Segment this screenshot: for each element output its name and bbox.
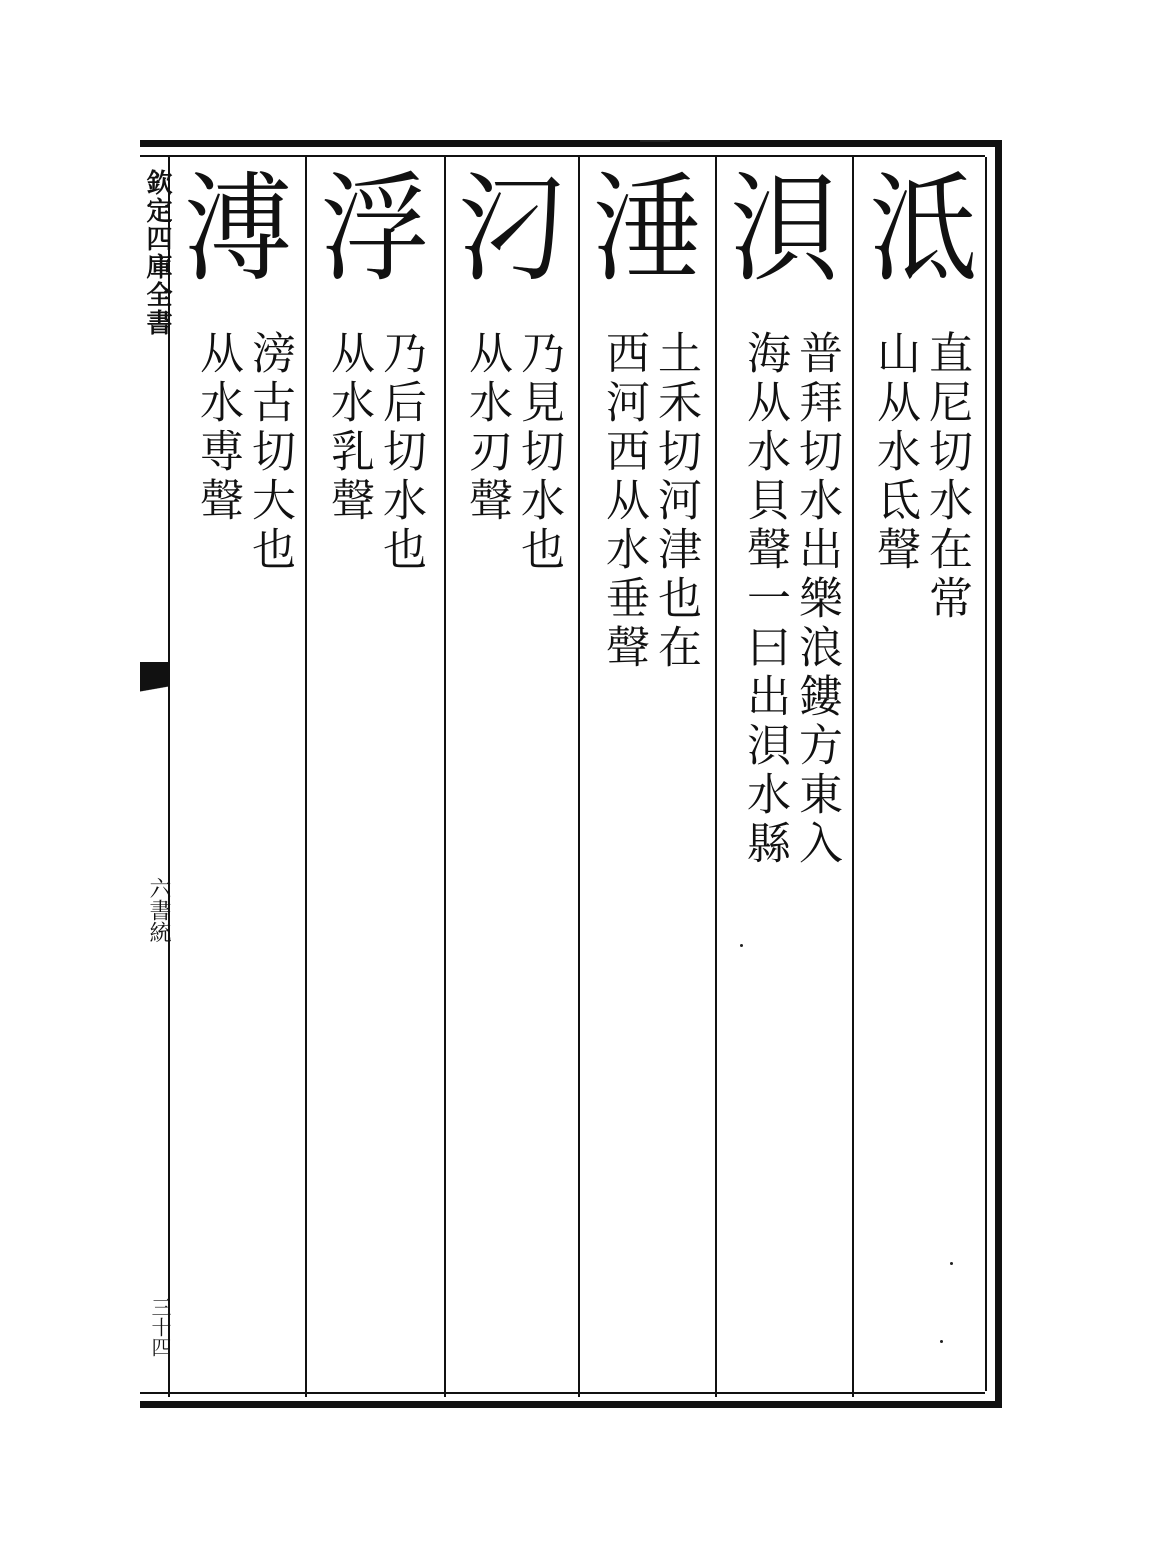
seal-script-headword: 涶 — [593, 160, 702, 298]
scan-speck — [950, 1262, 953, 1265]
entry-gloss — [738, 330, 842, 869]
entry-gloss — [868, 330, 972, 624]
margin-rule — [168, 157, 170, 1397]
gloss-column: 滂古切大也 — [244, 330, 295, 575]
gloss-column: 山从水氐聲 — [869, 330, 920, 575]
gloss-column: 乃后切水也 — [375, 330, 426, 575]
dictionary-entry — [307, 160, 444, 1390]
gloss-column: 从水刃聲 — [461, 330, 512, 526]
dictionary-entry — [580, 160, 715, 1390]
gloss-column: 从水乳聲 — [323, 330, 374, 526]
gloss-column: 乃見切水也 — [513, 330, 564, 575]
dictionary-entry — [172, 160, 305, 1390]
scan-speck — [740, 944, 743, 947]
seal-script-headword: 浿 — [730, 160, 839, 298]
page-number: 三十四 — [148, 1297, 172, 1357]
entry-gloss — [597, 330, 701, 673]
gloss-column: 西河西从水垂聲 — [598, 330, 649, 673]
entry-gloss — [191, 330, 295, 575]
scan-speck — [940, 1340, 943, 1343]
seal-script-headword: 溥 — [184, 160, 293, 298]
entry-gloss — [460, 330, 564, 575]
gloss-column: 直尼切水在常 — [921, 330, 972, 624]
scan-speck — [640, 140, 670, 142]
gloss-column: 土禾切河津也在 — [650, 330, 701, 673]
fishtail-mark — [140, 662, 168, 722]
seal-script-headword: 浮 — [321, 160, 430, 298]
dictionary-entry — [717, 160, 852, 1390]
seal-script-headword: 泜 — [868, 160, 978, 298]
frame-inner-top-rule — [140, 155, 985, 157]
gloss-column: 普拜切水出樂浪鏤方東入 — [791, 330, 842, 869]
dictionary-entry — [854, 160, 992, 1390]
book-title: 欽定四庫全書 — [142, 169, 172, 337]
gloss-column: 从水尃聲 — [192, 330, 243, 526]
frame-inner-bottom-rule — [140, 1392, 985, 1394]
entry-gloss — [322, 330, 426, 575]
margin-strip — [140, 157, 170, 1397]
seal-script-headword: 汈 — [457, 160, 567, 298]
volume-title: 六書統 — [146, 877, 171, 943]
gloss-column: 海从水貝聲一曰出浿水縣 — [739, 330, 790, 869]
dictionary-entry — [446, 160, 578, 1390]
